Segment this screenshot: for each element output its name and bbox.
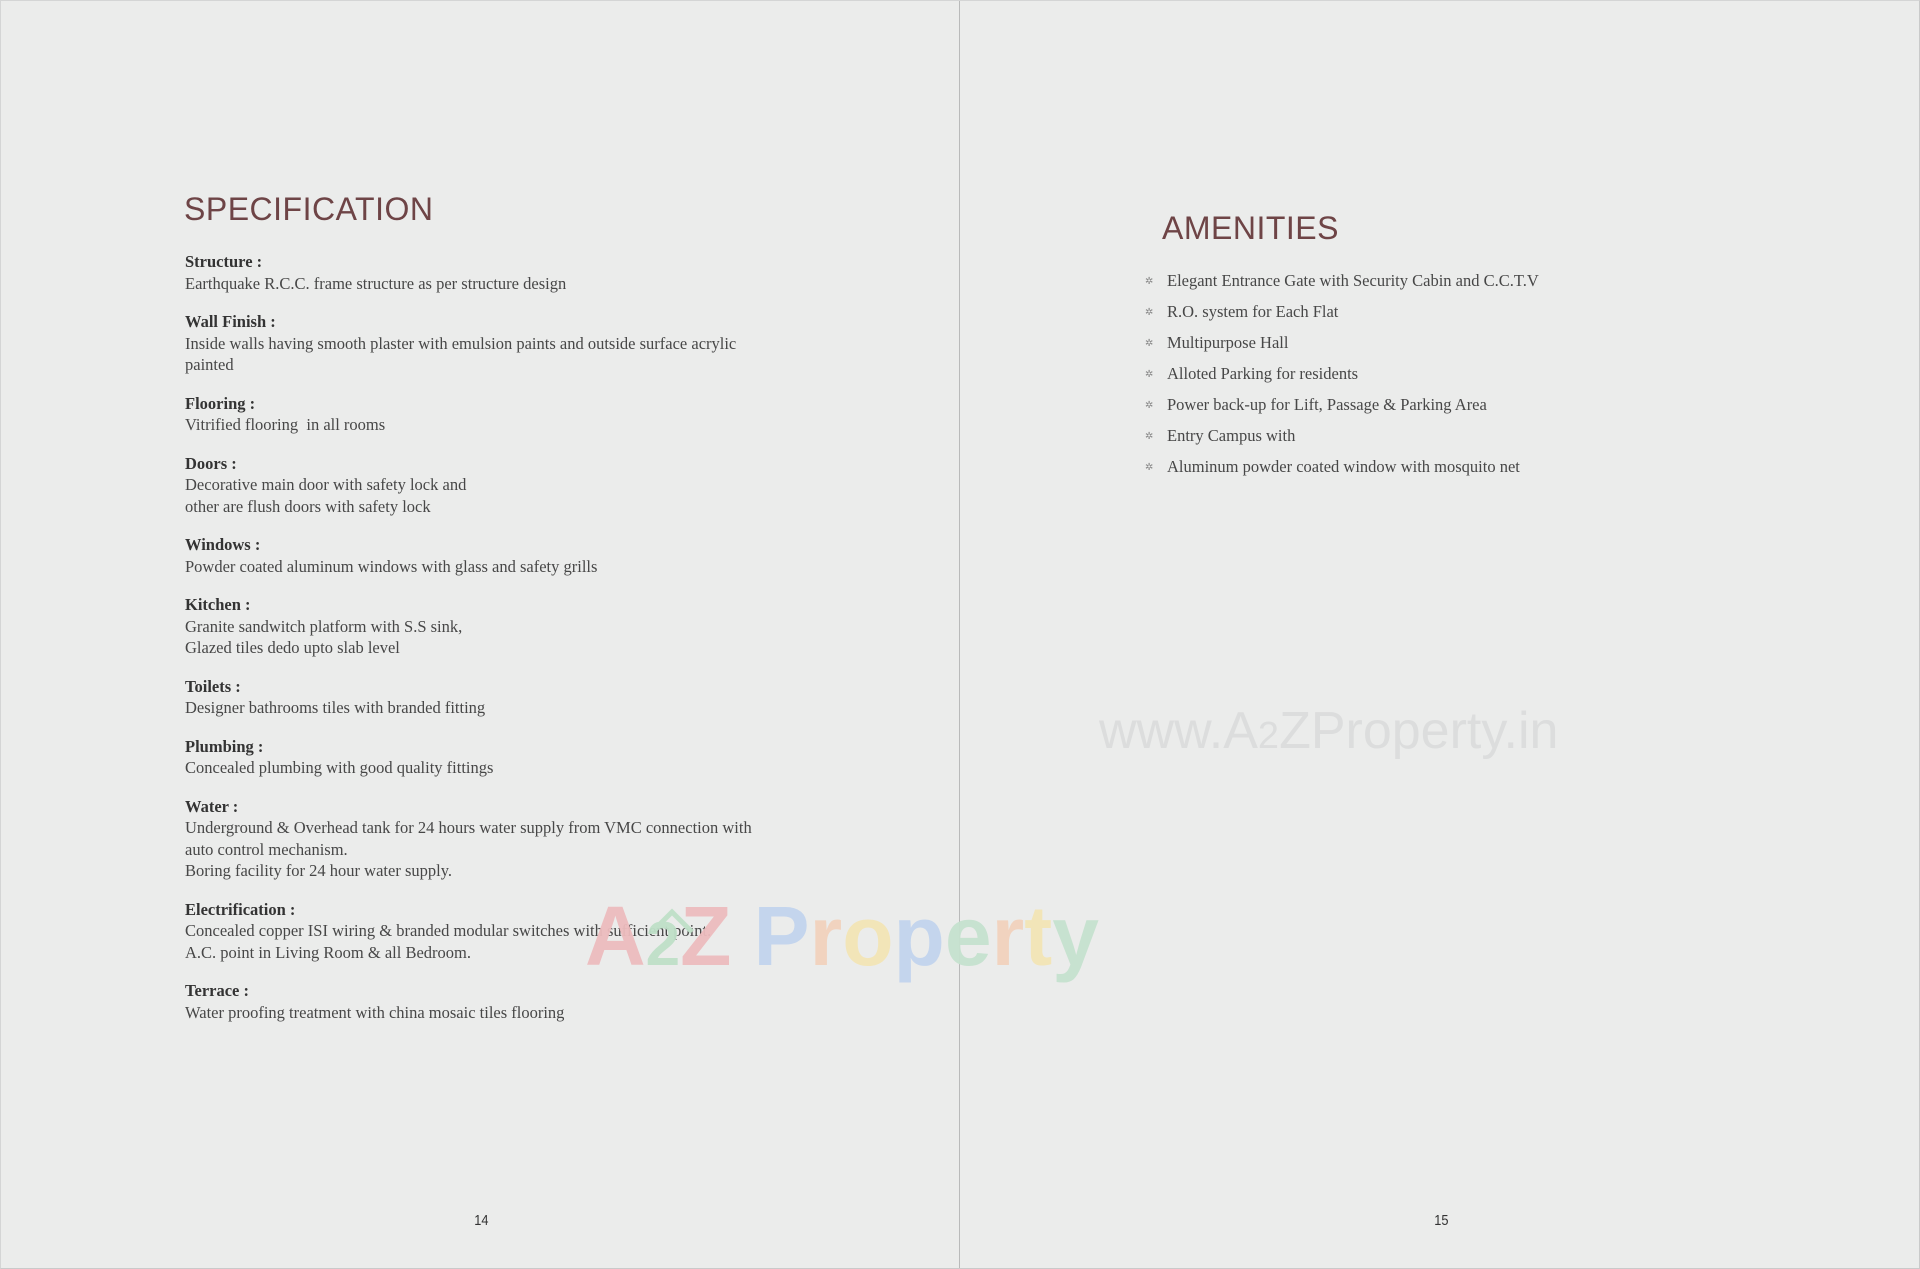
spec-label: Flooring :: [185, 393, 256, 413]
logo-letter: t: [1024, 889, 1053, 983]
spec-text: Underground & Overhead tank for 24 hours water supply from VMC connection with: [185, 818, 752, 837]
star-bullet-icon: ✲: [1145, 431, 1154, 442]
spec-text: Glazed tiles dedo upto slab level: [185, 638, 400, 657]
spec-item-terrace: [185, 980, 825, 1023]
specification-title: SPECIFICATION: [184, 191, 434, 227]
page-number-right: 15: [1434, 1212, 1449, 1229]
spec-text: Powder coated aluminum windows with glass and safety grills: [185, 556, 598, 576]
amenity-text: Power back-up for Lift, Passage & Parking Area: [1167, 395, 1487, 414]
spec-text: A.C. point in Living Room & all Bedroom.: [185, 942, 471, 962]
watermark-url: [1099, 701, 1558, 761]
logo-letter: r: [991, 889, 1025, 983]
amenity-item: [1145, 424, 1539, 455]
logo-letter: r: [809, 889, 843, 983]
spec-label: Structure :: [185, 252, 263, 271]
amenity-item: [1145, 269, 1539, 300]
watermark-url-suffix: ZProperty.in: [1279, 702, 1559, 760]
amenity-text: Elegant Entrance Gate with Security Cabin and C.C.T.V: [1167, 271, 1539, 290]
amenity-item: [1145, 331, 1539, 362]
star-bullet-icon: ✲: [1145, 307, 1154, 318]
spec-text: Earthquake R.C.C. frame structure as per structure design: [185, 273, 567, 293]
specification-list: [185, 251, 825, 1040]
spec-text: Concealed copper ISI wiring & branded modular switches with sufficient point.: [185, 921, 712, 940]
spec-label: Terrace :: [185, 981, 249, 1000]
amenity-item: [1145, 300, 1539, 331]
logo-letter-two: 2: [645, 910, 681, 979]
spec-label: Doors :: [185, 453, 237, 473]
page-left: [1, 1, 959, 1268]
amenity-text: R.O. system for Each Flat: [1167, 302, 1339, 321]
spec-text: Granite sandwitch platform with S.S sink,: [185, 616, 463, 636]
logo-letter: p: [893, 889, 945, 983]
logo-letter: P: [753, 889, 810, 983]
star-bullet-icon: ✲: [1145, 338, 1154, 349]
spec-label: Windows :: [185, 535, 261, 554]
spec-text: Boring facility for 24 hour water supply.: [185, 861, 452, 880]
amenity-item: [1145, 455, 1539, 486]
spec-item-toilets: [185, 676, 825, 719]
amenity-text: Aluminum powder coated window with mosquito net: [1167, 457, 1520, 476]
spec-text: auto control mechanism.: [185, 839, 348, 859]
amenity-text: Entry Campus with: [1167, 426, 1296, 445]
logo-letter: A: [585, 889, 646, 983]
spec-item-doors: [185, 453, 825, 518]
page-divider: [959, 1, 960, 1268]
spec-text: Vitrified flooring in all rooms: [185, 415, 386, 434]
amenities-list: [1145, 269, 1539, 486]
spec-label: Water :: [185, 796, 239, 816]
spec-item-windows: [185, 534, 825, 577]
spec-text: Decorative main door with safety lock and: [185, 475, 467, 494]
spec-text: Water proofing treatment with china mosaic tiles flooring: [185, 1002, 565, 1022]
spec-text: Designer bathrooms tiles with branded fitting: [185, 698, 486, 717]
spec-label: Kitchen :: [185, 595, 251, 614]
page-right: [961, 1, 1919, 1268]
spec-item-water: [185, 796, 825, 882]
spec-text: Inside walls having smooth plaster with emulsion paints and outside surface acrylic: [185, 333, 737, 353]
logo-letter: Z: [680, 889, 732, 983]
spec-text: painted: [185, 355, 234, 374]
amenities-title: AMENITIES: [1162, 210, 1339, 246]
spec-label: Plumbing :: [185, 736, 264, 756]
amenity-text: Multipurpose Hall: [1167, 333, 1289, 352]
logo-letter: y: [1052, 889, 1099, 983]
spec-label: Wall Finish :: [185, 312, 276, 331]
spec-item-structure: [185, 251, 825, 294]
spec-item-plumbing: [185, 736, 825, 779]
spec-item-kitchen: [185, 594, 825, 659]
star-bullet-icon: ✲: [1145, 462, 1154, 473]
logo-letter: e: [944, 889, 992, 983]
amenity-text: Alloted Parking for residents: [1167, 364, 1359, 383]
amenity-item: [1145, 393, 1539, 424]
star-bullet-icon: ✲: [1145, 400, 1154, 411]
watermark-url-prefix: www.A: [1099, 702, 1258, 760]
star-bullet-icon: ✲: [1145, 369, 1154, 380]
spec-item-flooring: [185, 393, 825, 436]
spec-text: Concealed plumbing with good quality fittings: [185, 758, 494, 777]
amenity-item: [1145, 362, 1539, 393]
spec-label: Electrification :: [185, 899, 296, 919]
spec-label: Toilets :: [185, 676, 241, 696]
spec-item-electrification: [185, 899, 825, 964]
spec-text: other are flush doors with safety lock: [185, 496, 431, 516]
logo-letter: o: [842, 889, 894, 983]
spec-item-wall-finish: [185, 311, 825, 376]
star-bullet-icon: ✲: [1145, 276, 1154, 287]
page-number-left: 14: [474, 1212, 489, 1229]
watermark-url-two: 2: [1257, 715, 1280, 757]
